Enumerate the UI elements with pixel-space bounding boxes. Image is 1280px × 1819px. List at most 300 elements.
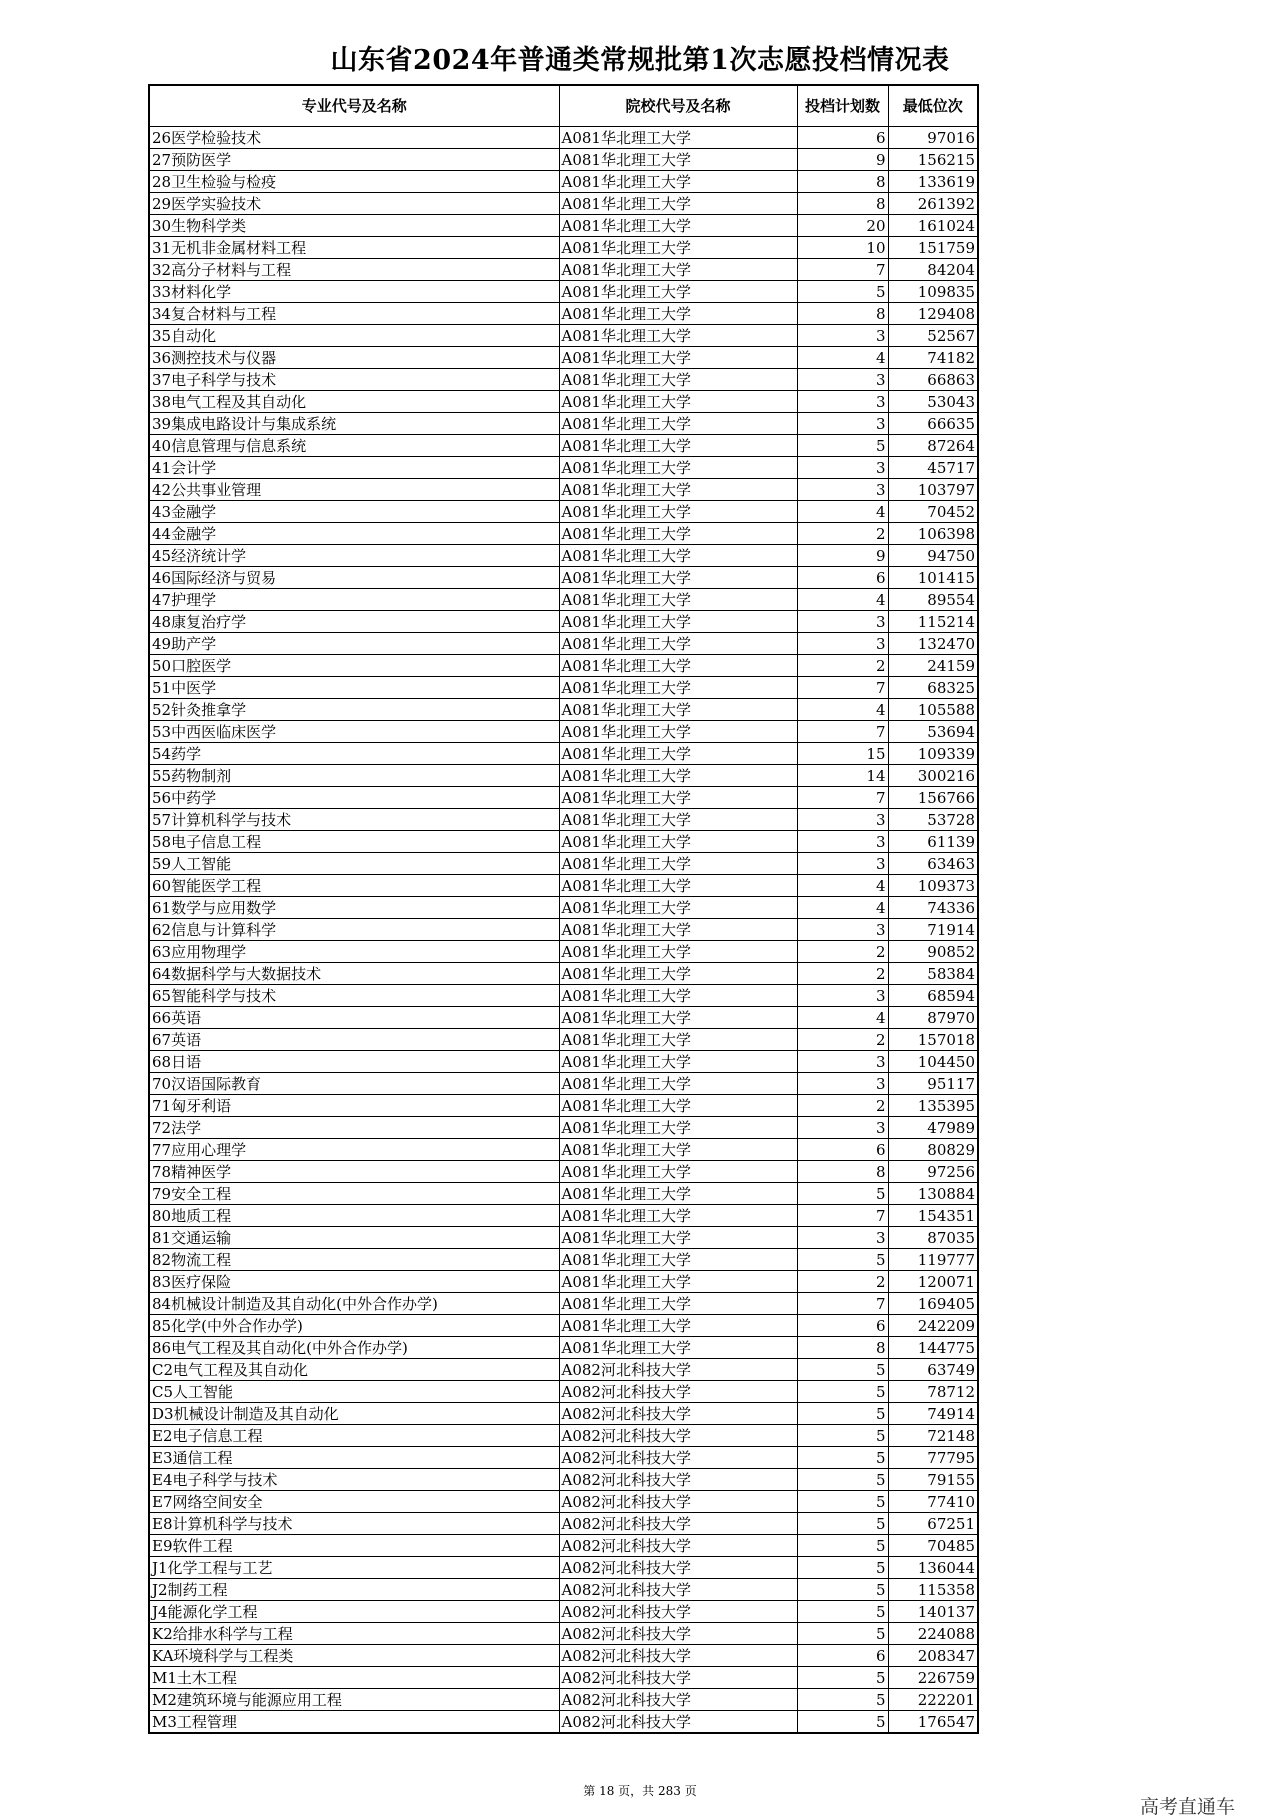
cell-major: 82物流工程 bbox=[149, 1249, 559, 1271]
cell-plan: 8 bbox=[797, 193, 888, 215]
table-row bbox=[149, 897, 978, 919]
cell-school: A081华北理工大学 bbox=[559, 853, 797, 875]
cell-school: A082河北科技大学 bbox=[559, 1403, 797, 1425]
cell-plan: 6 bbox=[797, 1645, 888, 1667]
table-row bbox=[149, 171, 978, 193]
cell-min-rank: 261392 bbox=[888, 193, 978, 215]
cell-plan: 5 bbox=[797, 1557, 888, 1579]
cell-min-rank: 222201 bbox=[888, 1689, 978, 1711]
cell-major: 77应用心理学 bbox=[149, 1139, 559, 1161]
cell-min-rank: 66863 bbox=[888, 369, 978, 391]
cell-min-rank: 77795 bbox=[888, 1447, 978, 1469]
cell-school: A081华北理工大学 bbox=[559, 149, 797, 171]
cell-school: A081华北理工大学 bbox=[559, 1271, 797, 1293]
cell-plan: 20 bbox=[797, 215, 888, 237]
cell-plan: 3 bbox=[797, 853, 888, 875]
cell-school: A081华北理工大学 bbox=[559, 545, 797, 567]
cell-min-rank: 74182 bbox=[888, 347, 978, 369]
cell-min-rank: 94750 bbox=[888, 545, 978, 567]
table-row bbox=[149, 655, 978, 677]
cell-major: 34复合材料与工程 bbox=[149, 303, 559, 325]
cell-min-rank: 72148 bbox=[888, 1425, 978, 1447]
cell-school: A081华北理工大学 bbox=[559, 963, 797, 985]
cell-major: 80地质工程 bbox=[149, 1205, 559, 1227]
cell-min-rank: 115214 bbox=[888, 611, 978, 633]
cell-school: A081华北理工大学 bbox=[559, 237, 797, 259]
cell-school: A081华北理工大学 bbox=[559, 589, 797, 611]
cell-school: A081华北理工大学 bbox=[559, 1117, 797, 1139]
cell-major: 85化学(中外合作办学) bbox=[149, 1315, 559, 1337]
cell-plan: 8 bbox=[797, 1337, 888, 1359]
table-row bbox=[149, 259, 978, 281]
header-min-rank: 最低位次 bbox=[888, 85, 978, 127]
cell-plan: 7 bbox=[797, 787, 888, 809]
table-row bbox=[149, 1601, 978, 1623]
cell-major: M1土木工程 bbox=[149, 1667, 559, 1689]
table-row bbox=[149, 941, 978, 963]
cell-school: A082河北科技大学 bbox=[559, 1601, 797, 1623]
cell-major: 63应用物理学 bbox=[149, 941, 559, 963]
cell-min-rank: 151759 bbox=[888, 237, 978, 259]
cell-major: E8计算机科学与技术 bbox=[149, 1513, 559, 1535]
cell-major: 35自动化 bbox=[149, 325, 559, 347]
cell-min-rank: 156215 bbox=[888, 149, 978, 171]
cell-min-rank: 89554 bbox=[888, 589, 978, 611]
cell-school: A081华北理工大学 bbox=[559, 171, 797, 193]
cell-min-rank: 300216 bbox=[888, 765, 978, 787]
cell-plan: 5 bbox=[797, 1623, 888, 1645]
table-row bbox=[149, 611, 978, 633]
cell-plan: 6 bbox=[797, 127, 888, 149]
cell-major: 65智能科学与技术 bbox=[149, 985, 559, 1007]
table-row bbox=[149, 831, 978, 853]
cell-major: 84机械设计制造及其自动化(中外合作办学) bbox=[149, 1293, 559, 1315]
cell-min-rank: 157018 bbox=[888, 1029, 978, 1051]
cell-plan: 2 bbox=[797, 1271, 888, 1293]
cell-major: 66英语 bbox=[149, 1007, 559, 1029]
cell-school: A081华北理工大学 bbox=[559, 1029, 797, 1051]
cell-min-rank: 67251 bbox=[888, 1513, 978, 1535]
cell-school: A081华北理工大学 bbox=[559, 1007, 797, 1029]
table-row bbox=[149, 1623, 978, 1645]
cell-plan: 3 bbox=[797, 985, 888, 1007]
cell-plan: 3 bbox=[797, 1227, 888, 1249]
table-row bbox=[149, 699, 978, 721]
cell-min-rank: 144775 bbox=[888, 1337, 978, 1359]
cell-min-rank: 79155 bbox=[888, 1469, 978, 1491]
cell-school: A081华北理工大学 bbox=[559, 435, 797, 457]
cell-plan: 5 bbox=[797, 435, 888, 457]
cell-school: A081华北理工大学 bbox=[559, 985, 797, 1007]
table-row bbox=[149, 1711, 978, 1734]
cell-plan: 2 bbox=[797, 963, 888, 985]
cell-min-rank: 135395 bbox=[888, 1095, 978, 1117]
cell-plan: 3 bbox=[797, 831, 888, 853]
cell-plan: 5 bbox=[797, 1579, 888, 1601]
cell-min-rank: 77410 bbox=[888, 1491, 978, 1513]
cell-plan: 5 bbox=[797, 1689, 888, 1711]
cell-school: A081华北理工大学 bbox=[559, 127, 797, 149]
cell-min-rank: 140137 bbox=[888, 1601, 978, 1623]
table-row bbox=[149, 721, 978, 743]
table-row bbox=[149, 1051, 978, 1073]
table-row bbox=[149, 1535, 978, 1557]
cell-plan: 5 bbox=[797, 1403, 888, 1425]
cell-major: KA环境科学与工程类 bbox=[149, 1645, 559, 1667]
cell-major: 51中医学 bbox=[149, 677, 559, 699]
cell-min-rank: 87970 bbox=[888, 1007, 978, 1029]
cell-min-rank: 103797 bbox=[888, 479, 978, 501]
cell-major: 32高分子材料与工程 bbox=[149, 259, 559, 281]
table-row bbox=[149, 281, 978, 303]
cell-school: A081华北理工大学 bbox=[559, 1183, 797, 1205]
cell-major: 86电气工程及其自动化(中外合作办学) bbox=[149, 1337, 559, 1359]
cell-min-rank: 156766 bbox=[888, 787, 978, 809]
table-row bbox=[149, 1249, 978, 1271]
cell-plan: 3 bbox=[797, 369, 888, 391]
cell-school: A081华北理工大学 bbox=[559, 1337, 797, 1359]
cell-major: 45经济统计学 bbox=[149, 545, 559, 567]
cell-major: J4能源化学工程 bbox=[149, 1601, 559, 1623]
cell-plan: 10 bbox=[797, 237, 888, 259]
cell-school: A081华北理工大学 bbox=[559, 831, 797, 853]
cell-school: A081华北理工大学 bbox=[559, 1073, 797, 1095]
cell-min-rank: 45717 bbox=[888, 457, 978, 479]
cell-major: J2制药工程 bbox=[149, 1579, 559, 1601]
table-row bbox=[149, 1007, 978, 1029]
cell-major: 53中西医临床医学 bbox=[149, 721, 559, 743]
cell-plan: 2 bbox=[797, 1095, 888, 1117]
cell-school: A081华北理工大学 bbox=[559, 1205, 797, 1227]
cell-major: K2给排水科学与工程 bbox=[149, 1623, 559, 1645]
table-row bbox=[149, 1029, 978, 1051]
cell-plan: 3 bbox=[797, 457, 888, 479]
cell-school: A081华北理工大学 bbox=[559, 457, 797, 479]
cell-major: 83医疗保险 bbox=[149, 1271, 559, 1293]
cell-major: E7网络空间安全 bbox=[149, 1491, 559, 1513]
cell-plan: 5 bbox=[797, 1183, 888, 1205]
cell-major: 59人工智能 bbox=[149, 853, 559, 875]
cell-school: A082河北科技大学 bbox=[559, 1623, 797, 1645]
table-row bbox=[149, 457, 978, 479]
cell-major: E9软件工程 bbox=[149, 1535, 559, 1557]
cell-plan: 7 bbox=[797, 259, 888, 281]
cell-school: A081华北理工大学 bbox=[559, 787, 797, 809]
cell-school: A082河北科技大学 bbox=[559, 1359, 797, 1381]
cell-min-rank: 63463 bbox=[888, 853, 978, 875]
cell-major: 41会计学 bbox=[149, 457, 559, 479]
table-row bbox=[149, 1359, 978, 1381]
cell-min-rank: 169405 bbox=[888, 1293, 978, 1315]
cell-major: E3通信工程 bbox=[149, 1447, 559, 1469]
cell-min-rank: 208347 bbox=[888, 1645, 978, 1667]
table-row bbox=[149, 413, 978, 435]
table-row bbox=[149, 875, 978, 897]
cell-major: J1化学工程与工艺 bbox=[149, 1557, 559, 1579]
cell-major: 44金融学 bbox=[149, 523, 559, 545]
cell-school: A081华北理工大学 bbox=[559, 413, 797, 435]
cell-plan: 7 bbox=[797, 1205, 888, 1227]
cell-school: A081华北理工大学 bbox=[559, 1293, 797, 1315]
cell-plan: 5 bbox=[797, 1359, 888, 1381]
cell-min-rank: 104450 bbox=[888, 1051, 978, 1073]
cell-min-rank: 161024 bbox=[888, 215, 978, 237]
cell-school: A082河北科技大学 bbox=[559, 1689, 797, 1711]
cell-plan: 3 bbox=[797, 1073, 888, 1095]
cell-plan: 3 bbox=[797, 391, 888, 413]
table-row bbox=[149, 677, 978, 699]
cell-plan: 5 bbox=[797, 1381, 888, 1403]
cell-min-rank: 70485 bbox=[888, 1535, 978, 1557]
table-row bbox=[149, 853, 978, 875]
cell-plan: 7 bbox=[797, 721, 888, 743]
cell-major: 42公共事业管理 bbox=[149, 479, 559, 501]
cell-plan: 3 bbox=[797, 611, 888, 633]
cell-major: 78精神医学 bbox=[149, 1161, 559, 1183]
cell-major: 26医学检验技术 bbox=[149, 127, 559, 149]
table-row bbox=[149, 325, 978, 347]
header-plan: 投档计划数 bbox=[797, 85, 888, 127]
cell-major: 50口腔医学 bbox=[149, 655, 559, 677]
cell-min-rank: 109339 bbox=[888, 743, 978, 765]
cell-plan: 5 bbox=[797, 1425, 888, 1447]
watermark: 高考直通车 bbox=[1140, 1796, 1236, 1818]
table-row bbox=[149, 1491, 978, 1513]
table-row bbox=[149, 1381, 978, 1403]
cell-min-rank: 109835 bbox=[888, 281, 978, 303]
table-row bbox=[149, 1447, 978, 1469]
cell-min-rank: 53728 bbox=[888, 809, 978, 831]
cell-school: A081华北理工大学 bbox=[559, 765, 797, 787]
cell-major: 79安全工程 bbox=[149, 1183, 559, 1205]
cell-school: A082河北科技大学 bbox=[559, 1447, 797, 1469]
cell-min-rank: 78712 bbox=[888, 1381, 978, 1403]
cell-major: 62信息与计算科学 bbox=[149, 919, 559, 941]
cell-plan: 2 bbox=[797, 941, 888, 963]
table-row bbox=[149, 1293, 978, 1315]
cell-plan: 3 bbox=[797, 919, 888, 941]
table-row bbox=[149, 1557, 978, 1579]
cell-school: A081华北理工大学 bbox=[559, 303, 797, 325]
cell-min-rank: 47989 bbox=[888, 1117, 978, 1139]
table-row bbox=[149, 1183, 978, 1205]
cell-major: D3机械设计制造及其自动化 bbox=[149, 1403, 559, 1425]
cell-major: C5人工智能 bbox=[149, 1381, 559, 1403]
table-header-row bbox=[149, 85, 978, 127]
cell-school: A082河北科技大学 bbox=[559, 1381, 797, 1403]
cell-major: 43金融学 bbox=[149, 501, 559, 523]
cell-school: A081华北理工大学 bbox=[559, 567, 797, 589]
cell-school: A081华北理工大学 bbox=[559, 281, 797, 303]
cell-min-rank: 63749 bbox=[888, 1359, 978, 1381]
table-row bbox=[149, 1271, 978, 1293]
cell-min-rank: 154351 bbox=[888, 1205, 978, 1227]
cell-major: 56中药学 bbox=[149, 787, 559, 809]
cell-major: 71匈牙利语 bbox=[149, 1095, 559, 1117]
table-body bbox=[149, 127, 978, 1734]
cell-min-rank: 74914 bbox=[888, 1403, 978, 1425]
table-row bbox=[149, 963, 978, 985]
cell-school: A082河北科技大学 bbox=[559, 1491, 797, 1513]
cell-min-rank: 52567 bbox=[888, 325, 978, 347]
cell-school: A081华北理工大学 bbox=[559, 1139, 797, 1161]
cell-plan: 2 bbox=[797, 1029, 888, 1051]
table-row bbox=[149, 523, 978, 545]
cell-major: 64数据科学与大数据技术 bbox=[149, 963, 559, 985]
table-row bbox=[149, 347, 978, 369]
cell-plan: 2 bbox=[797, 523, 888, 545]
table-row bbox=[149, 1425, 978, 1447]
cell-school: A081华北理工大学 bbox=[559, 523, 797, 545]
cell-plan: 3 bbox=[797, 479, 888, 501]
cell-school: A081华北理工大学 bbox=[559, 193, 797, 215]
cell-school: A081华北理工大学 bbox=[559, 743, 797, 765]
table-row bbox=[149, 237, 978, 259]
cell-min-rank: 226759 bbox=[888, 1667, 978, 1689]
cell-school: A081华北理工大学 bbox=[559, 1315, 797, 1337]
cell-school: A081华北理工大学 bbox=[559, 1227, 797, 1249]
cell-school: A081华北理工大学 bbox=[559, 875, 797, 897]
table-row bbox=[149, 1469, 978, 1491]
cell-plan: 4 bbox=[797, 589, 888, 611]
cell-major: 28卫生检验与检疫 bbox=[149, 171, 559, 193]
cell-plan: 9 bbox=[797, 149, 888, 171]
table-row bbox=[149, 149, 978, 171]
cell-major: 81交通运输 bbox=[149, 1227, 559, 1249]
cell-plan: 5 bbox=[797, 1249, 888, 1271]
cell-plan: 4 bbox=[797, 501, 888, 523]
table-row bbox=[149, 545, 978, 567]
table-row bbox=[149, 633, 978, 655]
cell-plan: 5 bbox=[797, 1513, 888, 1535]
cell-major: C2电气工程及其自动化 bbox=[149, 1359, 559, 1381]
cell-min-rank: 53043 bbox=[888, 391, 978, 413]
cell-major: 31无机非金属材料工程 bbox=[149, 237, 559, 259]
page-number: 第 18 页，共 283 页 bbox=[583, 1784, 697, 1798]
cell-major: 33材料化学 bbox=[149, 281, 559, 303]
table-row bbox=[149, 1403, 978, 1425]
cell-plan: 4 bbox=[797, 1007, 888, 1029]
cell-plan: 3 bbox=[797, 325, 888, 347]
cell-min-rank: 87035 bbox=[888, 1227, 978, 1249]
cell-major: 49助产学 bbox=[149, 633, 559, 655]
cell-plan: 4 bbox=[797, 875, 888, 897]
cell-min-rank: 95117 bbox=[888, 1073, 978, 1095]
cell-school: A082河北科技大学 bbox=[559, 1557, 797, 1579]
table-row bbox=[149, 303, 978, 325]
cell-plan: 5 bbox=[797, 1535, 888, 1557]
cell-major: 57计算机科学与技术 bbox=[149, 809, 559, 831]
cell-min-rank: 74336 bbox=[888, 897, 978, 919]
cell-plan: 3 bbox=[797, 809, 888, 831]
cell-plan: 6 bbox=[797, 1315, 888, 1337]
cell-school: A081华北理工大学 bbox=[559, 369, 797, 391]
table-row bbox=[149, 1117, 978, 1139]
cell-school: A081华北理工大学 bbox=[559, 479, 797, 501]
table-row bbox=[149, 1667, 978, 1689]
cell-major: 46国际经济与贸易 bbox=[149, 567, 559, 589]
cell-school: A082河北科技大学 bbox=[559, 1469, 797, 1491]
table-row bbox=[149, 193, 978, 215]
cell-school: A081华北理工大学 bbox=[559, 919, 797, 941]
table-row bbox=[149, 809, 978, 831]
cell-major: E4电子科学与技术 bbox=[149, 1469, 559, 1491]
cell-major: 52针灸推拿学 bbox=[149, 699, 559, 721]
cell-plan: 7 bbox=[797, 1293, 888, 1315]
table-row bbox=[149, 215, 978, 237]
cell-major: 38电气工程及其自动化 bbox=[149, 391, 559, 413]
table-row bbox=[149, 1073, 978, 1095]
cell-school: A081华北理工大学 bbox=[559, 259, 797, 281]
cell-min-rank: 242209 bbox=[888, 1315, 978, 1337]
cell-school: A082河北科技大学 bbox=[559, 1645, 797, 1667]
table-row bbox=[149, 1337, 978, 1359]
cell-major: 36测控技术与仪器 bbox=[149, 347, 559, 369]
table-row bbox=[149, 127, 978, 149]
cell-min-rank: 84204 bbox=[888, 259, 978, 281]
cell-school: A082河北科技大学 bbox=[559, 1425, 797, 1447]
table-row bbox=[149, 1139, 978, 1161]
table-row bbox=[149, 1205, 978, 1227]
table-row bbox=[149, 589, 978, 611]
table-row bbox=[149, 479, 978, 501]
cell-plan: 5 bbox=[797, 1491, 888, 1513]
cell-plan: 6 bbox=[797, 567, 888, 589]
table-row bbox=[149, 985, 978, 1007]
cell-major: 72法学 bbox=[149, 1117, 559, 1139]
cell-major: 39集成电路设计与集成系统 bbox=[149, 413, 559, 435]
cell-major: 29医学实验技术 bbox=[149, 193, 559, 215]
cell-min-rank: 90852 bbox=[888, 941, 978, 963]
cell-major: M2建筑环境与能源应用工程 bbox=[149, 1689, 559, 1711]
table-row bbox=[149, 1227, 978, 1249]
table-row bbox=[149, 1095, 978, 1117]
table-row bbox=[149, 787, 978, 809]
cell-plan: 8 bbox=[797, 1161, 888, 1183]
cell-min-rank: 101415 bbox=[888, 567, 978, 589]
cell-major: 47护理学 bbox=[149, 589, 559, 611]
cell-plan: 4 bbox=[797, 347, 888, 369]
cell-plan: 14 bbox=[797, 765, 888, 787]
cell-school: A082河北科技大学 bbox=[559, 1579, 797, 1601]
table-row bbox=[149, 369, 978, 391]
cell-min-rank: 130884 bbox=[888, 1183, 978, 1205]
cell-plan: 5 bbox=[797, 1469, 888, 1491]
cell-plan: 5 bbox=[797, 1601, 888, 1623]
cell-plan: 3 bbox=[797, 413, 888, 435]
header-major: 专业代号及名称 bbox=[149, 85, 559, 127]
cell-min-rank: 109373 bbox=[888, 875, 978, 897]
cell-min-rank: 176547 bbox=[888, 1711, 978, 1734]
cell-min-rank: 58384 bbox=[888, 963, 978, 985]
cell-plan: 15 bbox=[797, 743, 888, 765]
cell-min-rank: 87264 bbox=[888, 435, 978, 457]
table-row bbox=[149, 567, 978, 589]
cell-min-rank: 53694 bbox=[888, 721, 978, 743]
admission-table bbox=[148, 84, 979, 1734]
cell-min-rank: 80829 bbox=[888, 1139, 978, 1161]
cell-min-rank: 115358 bbox=[888, 1579, 978, 1601]
table-row bbox=[149, 1513, 978, 1535]
cell-plan: 3 bbox=[797, 633, 888, 655]
cell-min-rank: 133619 bbox=[888, 171, 978, 193]
cell-major: 27预防医学 bbox=[149, 149, 559, 171]
table-row bbox=[149, 743, 978, 765]
cell-min-rank: 224088 bbox=[888, 1623, 978, 1645]
cell-school: A081华北理工大学 bbox=[559, 699, 797, 721]
cell-school: A081华北理工大学 bbox=[559, 897, 797, 919]
table-row bbox=[149, 1161, 978, 1183]
